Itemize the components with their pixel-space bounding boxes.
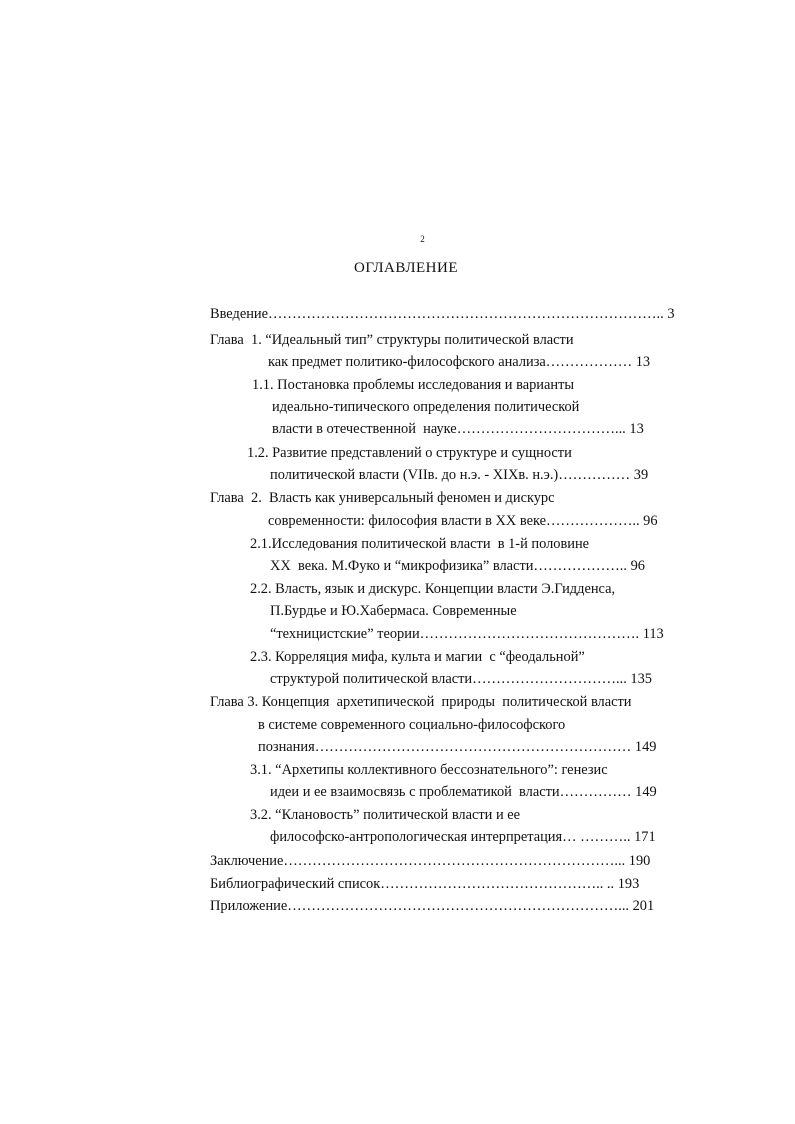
toc-entry-section-3-1-cont: идеи и ее взаимосвязь с проблематикой власти…………… 149 <box>270 784 657 800</box>
toc-entry-chapter-1: Глава 1. “Идеальный тип” структуры политической власти <box>210 332 574 348</box>
toc-entry-section-1-2-cont: политической власти (VIIв. до н.э. - XIXв. н.э.)…………… 39 <box>270 467 649 483</box>
toc-entry-chapter-2-cont: современности: философия власти в XX веке……………….. 96 <box>268 513 658 529</box>
toc-entry-chapter-1-cont: как предмет политико-философского анализа……………… 13 <box>268 354 651 370</box>
toc-entry-section-2-1: 2.1.Исследования политической власти в 1-й половине <box>250 536 590 552</box>
toc-entry-section-2-3: 2.3. Корреляция мифа, культа и магии с “феодальной” <box>250 649 585 665</box>
page-number: 2 <box>420 234 425 244</box>
toc-entry-section-3-2-cont: философско-антропологическая интерпретация… ……….. 171 <box>270 829 656 845</box>
toc-entry-section-1-1-cont: власти в отечественной науке……………………………... 13 <box>272 421 644 437</box>
toc-entry-section-3-2: 3.2. “Клановость” политической власти и ее <box>250 807 521 823</box>
toc-entry-chapter-3-cont: в системе современного социально-философского <box>258 717 566 733</box>
toc-entry-section-2-2: 2.2. Власть, язык и дискурс. Концепции власти Э.Гидденса, <box>250 581 616 597</box>
toc-entry-chapter-3-cont: познания………………………………………………………… 149 <box>258 739 657 755</box>
toc-entry-section-1-2: 1.2. Развитие представлений о структуре и сущности <box>247 445 572 461</box>
toc-entry-chapter-2: Глава 2. Власть как универсальный феномен и дискурс <box>210 490 555 506</box>
toc-entry-section-1-1: 1.1. Постановка проблемы исследования и варианты <box>252 377 575 393</box>
toc-entry-introduction: Введение……………………………………………………………………….. 3 <box>210 306 675 322</box>
toc-entry-section-3-1: 3.1. “Архетипы коллективного бессознательного”: генезис <box>250 762 608 778</box>
toc-entry-chapter-3: Глава 3. Концепция архетипической природы политической власти <box>210 694 632 710</box>
page-title: ОГЛАВЛЕНИЕ <box>354 260 458 276</box>
toc-entry-section-2-2-cont: П.Бурдье и Ю.Хабермаса. Современные <box>270 603 517 619</box>
toc-entry-section-2-1-cont: XX века. М.Фуко и “микрофизика” власти……………….. 96 <box>270 558 645 574</box>
toc-entry-conclusion: Заключение……………………………………………………………... 190 <box>210 853 651 869</box>
toc-entry-appendix: Приложение……………………………………………………………... 201 <box>210 898 655 914</box>
toc-entry-section-2-2-cont: “техницистские” теории………………………………………. 113 <box>270 626 664 642</box>
toc-entry-section-2-3-cont: структурой политической власти…………………………... 135 <box>270 671 652 687</box>
toc-entry-section-1-1-cont: идеально-типического определения политической <box>272 399 580 415</box>
toc-entry-bibliography: Библиографический список……………………………………….. .. 193 <box>210 876 640 892</box>
